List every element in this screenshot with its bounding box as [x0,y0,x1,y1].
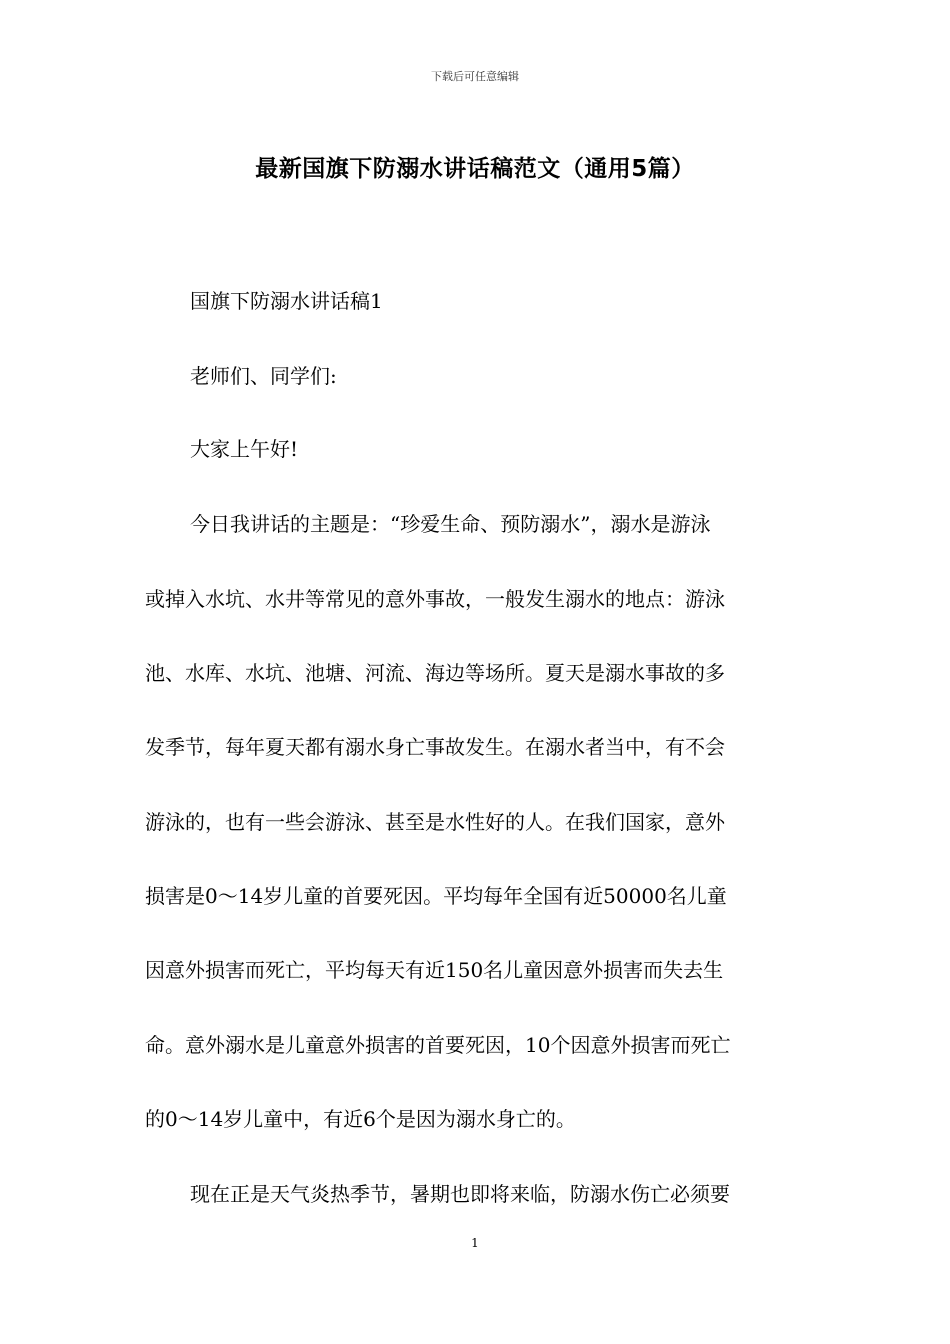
body-line-paragraph-1-line-2: 或掉入水坑、水井等常见的意外事故，一般发生溺水的地点：游泳 [145,587,725,611]
body-line-paragraph-1-line-5: 游泳的，也有一些会游泳、甚至是水性好的人。在我们国家，意外 [145,810,725,834]
body-line-speech-heading: 国旗下防溺水讲话稿1 [190,289,383,313]
body-line-paragraph-1-line-9: 的0～14岁儿童中，有近6个是因为溺水身亡的。 [145,1107,576,1131]
body-line-paragraph-2-line-1: 现在正是天气炎热季节，暑期也即将来临，防溺水伤亡必须要 [190,1182,730,1206]
body-line-greeting: 老师们、同学们: [190,364,337,388]
document-title: 最新国旗下防溺水讲话稿范文（通用5篇） [255,156,695,182]
body-line-good-morning: 大家上午好! [190,437,299,461]
body-line-paragraph-1-line-7: 因意外损害而死亡，平均每天有近150名儿童因意外损害而失去生 [145,958,724,982]
body-line-paragraph-1-line-4: 发季节，每年夏天都有溺水身亡事故发生。在溺水者当中，有不会 [145,735,725,759]
body-line-paragraph-1-line-6: 损害是0～14岁儿童的首要死因。平均每年全国有近50000名儿童 [145,884,727,908]
body-line-paragraph-1-line-3: 池、水库、水坑、池塘、河流、海边等场所。夏天是溺水事故的多 [145,661,725,685]
header-note: 下载后可任意编辑 [431,70,519,83]
body-line-paragraph-1-line-8: 命。意外溺水是儿童意外损害的首要死因，10个因意外损害而死亡 [145,1033,731,1057]
body-line-paragraph-1-line-1: 今日我讲话的主题是：“珍爱生命、预防溺水”，溺水是游泳 [190,512,711,536]
page-number: 1 [471,1236,479,1250]
